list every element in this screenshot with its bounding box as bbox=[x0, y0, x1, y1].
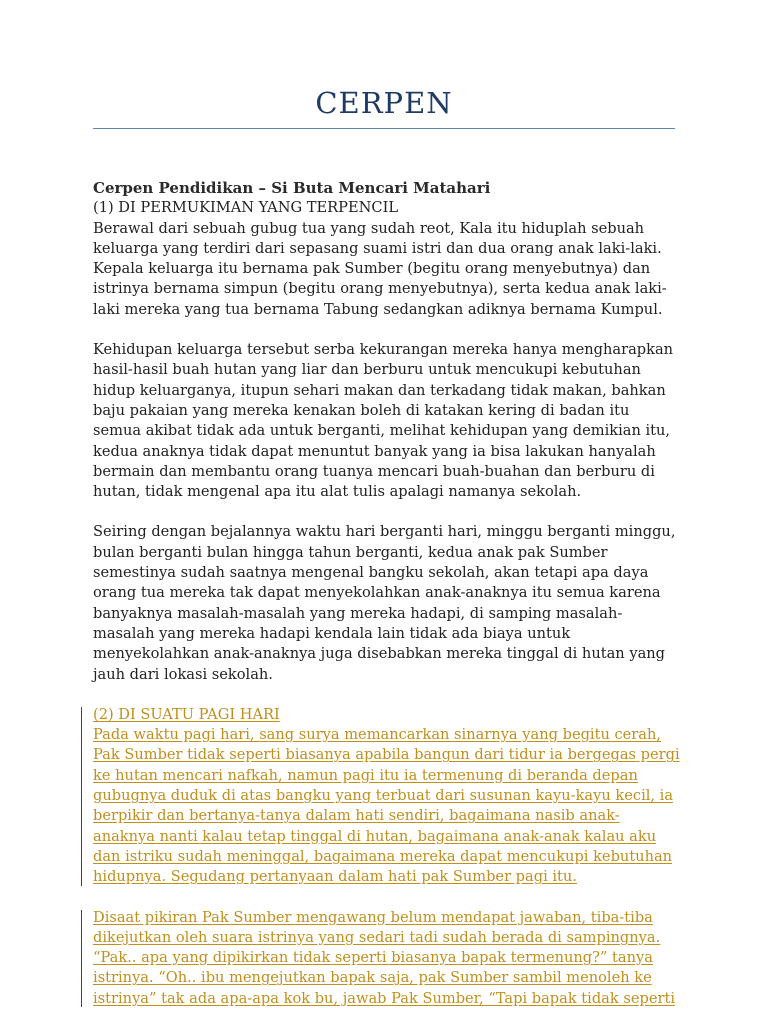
section-1-paragraph-1 bbox=[93, 219, 683, 320]
paragraph-line: anaknya nanti kalau tetap tinggal di hutan, bagaimana anak-anak kalau aku bbox=[93, 827, 657, 845]
paragraph-spacer bbox=[93, 685, 683, 705]
paragraph-spacer bbox=[93, 320, 683, 340]
section-1-paragraph-2 bbox=[93, 340, 683, 502]
title-underline-rule bbox=[93, 128, 675, 129]
paragraph-line: Seiring dengan bejalannya waktu hari berganti hari, minggu berganti minggu, bbox=[93, 523, 676, 541]
paragraph-line: berpikir dan bertanya-tanya dalam hati sendiri, bagaimana nasib anak- bbox=[93, 807, 620, 825]
paragraph-line: gubugnya duduk di atas bangku yang terbuat dari susunan kayu-kayu kecil, ia bbox=[93, 787, 674, 805]
paragraph-line: ke hutan mencari nafkah, namun pagi itu ia termenung di beranda depan bbox=[93, 766, 638, 784]
paragraph-line: bermain dan membantu orang tuanya mencari buah-buahan dan berburu di bbox=[93, 462, 655, 480]
paragraph-line: Disaat pikiran Pak Sumber mengawang belum mendapat jawaban, tiba-tiba bbox=[93, 908, 653, 926]
paragraph-line: laki mereka yang tua bernama Tabung sedangkan adiknya bernama Kumpul. bbox=[93, 300, 663, 318]
paragraph-line: dikejutkan oleh suara istrinya yang sedari tadi sudah berada di sampingnya. bbox=[93, 928, 661, 946]
tracked-change-bar bbox=[81, 910, 82, 1007]
paragraph-line: Kehidupan keluarga tersebut serba kekurangan mereka hanya mengharapkan bbox=[93, 341, 674, 359]
paragraph-line: hidupnya. Segudang pertanyaan dalam hati pak Sumber pagi itu. bbox=[93, 868, 577, 886]
section-1-heading: (1) DI PERMUKIMAN YANG TERPENCIL bbox=[93, 199, 399, 217]
paragraph-line: baju pakaian yang mereka kenakan boleh di katakan kering di badan itu bbox=[93, 401, 630, 419]
paragraph-line: hasil-hasil buah hutan yang liar dan berburu untuk mencukupi kebutuhan bbox=[93, 361, 641, 379]
section-1-paragraph-3 bbox=[93, 522, 683, 684]
paragraph-line: istrinya bernama simpun (begitu orang menyebutnya), serta kedua anak laki- bbox=[93, 280, 667, 298]
paragraph-line: istrinya. “Oh.. ibu mengejutkan bapak saja, pak Sumber sambil menoleh ke bbox=[93, 969, 652, 987]
document-title: CERPEN bbox=[315, 86, 453, 120]
paragraph-line: jauh dari lokasi sekolah. bbox=[93, 665, 273, 683]
paragraph-line: kedua anaknya tidak dapat menuntut banyak yang ia bisa lakukan hanyalah bbox=[93, 442, 656, 460]
paragraph-line: istrinya” tak ada apa-apa kok bu, jawab Pak Sumber, “Tapi bapak tidak seperti bbox=[93, 989, 675, 1007]
paragraph-line: masalah yang mereka hadapi kendala lain tidak ada biaya untuk bbox=[93, 624, 571, 642]
paragraph-line: bulan berganti bulan hingga tahun berganti, kedua anak pak Sumber bbox=[93, 543, 608, 561]
paragraph-line: orang tua mereka tak dapat menyekolahkan anak-anaknya itu semua karena bbox=[93, 584, 661, 602]
document-body bbox=[93, 178, 683, 1009]
paragraph-line: Pak Sumber tidak seperti biasanya apabila bangun dari tidur ia bergegas pergi bbox=[93, 746, 680, 764]
story-heading: Cerpen Pendidikan – Si Buta Mencari Matahari bbox=[93, 179, 491, 197]
section-2-body bbox=[93, 725, 683, 1009]
paragraph-line: Kepala keluarga itu bernama pak Sumber (begitu orang menyebutnya) dan bbox=[93, 260, 651, 278]
section-2-tracked-insert bbox=[93, 705, 683, 1009]
tracked-change-bar bbox=[81, 707, 82, 886]
paragraph-line: banyaknya masalah-masalah yang mereka hadapi, di samping masalah- bbox=[93, 604, 623, 622]
section-2-paragraph-1 bbox=[93, 725, 683, 887]
paragraph-line: Pada waktu pagi hari, sang surya memancarkan sinarnya yang begitu cerah, bbox=[93, 726, 662, 744]
paragraph-line: semua akibat tidak ada untuk berganti, melihat kehidupan yang demikian itu, bbox=[93, 422, 671, 440]
paragraph-spacer bbox=[93, 502, 683, 522]
section-1-body bbox=[93, 219, 683, 685]
paragraph-line: menyekolahkan anak-anaknya juga disebabkan mereka tinggal di hutan yang bbox=[93, 645, 666, 663]
section-2-heading: (2) DI SUATU PAGI HARI bbox=[93, 705, 280, 723]
paragraph-line: Berawal dari sebuah gubug tua yang sudah reot, Kala itu hiduplah sebuah bbox=[93, 219, 645, 237]
paragraph-line: keluarga yang terdiri dari sepasang suami istri dan dua orang anak laki-laki. bbox=[93, 239, 662, 257]
paragraph-line: “Pak.. apa yang dipikirkan tidak seperti biasanya bapak termenung?” tanya bbox=[93, 949, 653, 967]
paragraph-line: hidup keluarganya, itupun sehari makan dan terkadang tidak makan, bahkan bbox=[93, 381, 666, 399]
section-2-paragraph-2 bbox=[93, 908, 683, 1009]
paragraph-line: semestinya sudah saatnya mengenal bangku sekolah, akan tetapi apa daya bbox=[93, 564, 649, 582]
paragraph-line: hutan, tidak mengenal apa itu alat tulis apalagi namanya sekolah. bbox=[93, 483, 582, 501]
paragraph-spacer bbox=[93, 888, 683, 908]
paragraph-line: dan istriku sudah meninggal, bagaimana mereka dapat mencukupi kebutuhan bbox=[93, 847, 673, 865]
